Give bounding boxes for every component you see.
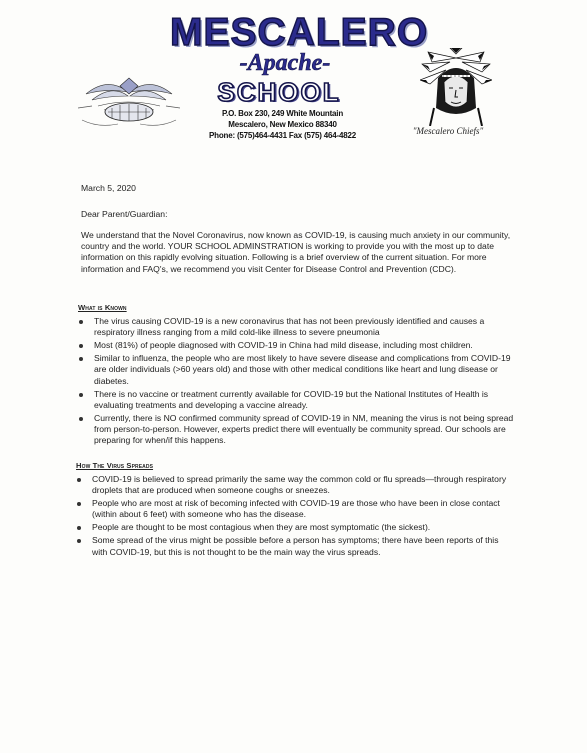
- bullet-icon: [77, 526, 81, 530]
- phone-fax-line: Phone: (575)464-4431 Fax (575) 464-4822: [209, 131, 356, 140]
- list-item: [76, 522, 512, 533]
- address-line: P.O. Box 230, 249 White Mountain: [221, 109, 344, 118]
- bullet-icon: [79, 357, 83, 361]
- list-item: [76, 535, 512, 557]
- school-subtitle-wordmark: -Apache-: [239, 50, 331, 76]
- mascot-caption: "Mescalero Chiefs": [412, 126, 484, 136]
- bullet-icon: [79, 344, 83, 348]
- bullet-icon: [79, 393, 83, 397]
- list-item: [78, 389, 514, 411]
- list-item-text: Some spread of the virus might be possible before a person has symptoms; there have been reports of this with COVID-19, but this is not thought to be the main way the virus spreads.: [92, 535, 499, 557]
- what-is-known-list: [78, 316, 514, 448]
- how-the-virus-spreads-list: [76, 474, 512, 560]
- list-item: [78, 340, 514, 351]
- apache-chief-headdress-icon: [420, 48, 492, 126]
- letter-salutation: Dear Parent/Guardian:: [81, 209, 168, 219]
- list-item-text: People are thought to be most contagious when they are most symptomatic (the sickest).: [92, 522, 431, 533]
- school-name-wordmark: MESCALERO: [170, 11, 429, 54]
- list-item: [78, 316, 514, 338]
- list-item-text: Similar to influenza, the people who are most likely to have severe disease and complications from COVID-19 are older individuals (>60 years old) and those with other medical conditions like heart and lung disease or diabetes.: [94, 353, 511, 386]
- school-word-wordmark: SCHOOL: [217, 77, 341, 107]
- section-heading-what-is-known: What is Known: [78, 303, 127, 312]
- letter-date: March 5, 2020: [81, 183, 136, 193]
- list-item: [76, 498, 512, 520]
- address-line: Mescalero, New Mexico 88340: [228, 120, 337, 129]
- list-item-text: The virus causing COVID-19 is a new coronavirus that has not been previously identified and causes a respiratory illness ranging from a mild cold-like illness to severe pneumonia: [94, 316, 485, 338]
- section-heading-how-the-virus-spreads: How The Virus Spreads: [76, 461, 154, 470]
- letter-intro-paragraph: We understand that the Novel Coronavirus, now known as COVID-19, is causing much anxiety in our community, country and the world. YOUR SCHOOL ADMINSTRATION is working to provide you with the most up to date information on this rapidly evolving situation. Following is a brief overview of the current situation. For more information and FAQ's, we recommend you visit Center for Disease Control and Prevention (CDC).: [81, 230, 511, 274]
- bullet-icon: [77, 478, 81, 482]
- list-item: [78, 353, 514, 387]
- list-item-text: COVID-19 is believed to spread primarily the same way the common cold or flu spreads—through respiratory droplets that are produced when someone coughs or sneezes.: [92, 474, 507, 496]
- bullet-icon: [77, 539, 81, 543]
- list-item-text: People who are most at risk of becoming infected with COVID-19 are those who have been in close contact (within about 6 feet) with someone who has the disease.: [92, 498, 500, 520]
- bullet-icon: [77, 502, 81, 506]
- letterhead: [0, 0, 587, 150]
- list-item-text: Most (81%) of people diagnosed with COVID-19 in China had mild disease, including most children.: [94, 340, 473, 351]
- school-address: [200, 108, 365, 141]
- list-item: [76, 474, 512, 496]
- bullet-icon: [79, 320, 83, 324]
- list-item-text: Currently, there is NO confirmed community spread of COVID-19 in NM, meaning the virus is not being spread from person-to-person. However, experts predict there will eventually be community spread. Our schools are preparing for when/if this happens.: [94, 412, 514, 446]
- bullet-icon: [79, 417, 83, 421]
- winged-emblem-icon: [78, 72, 180, 132]
- list-item-text: There is no vaccine or treatment currently available for COVID-19 but the National Institutes of Health is evaluating treatments and developing a vaccine already.: [94, 388, 489, 410]
- list-item: [78, 413, 514, 447]
